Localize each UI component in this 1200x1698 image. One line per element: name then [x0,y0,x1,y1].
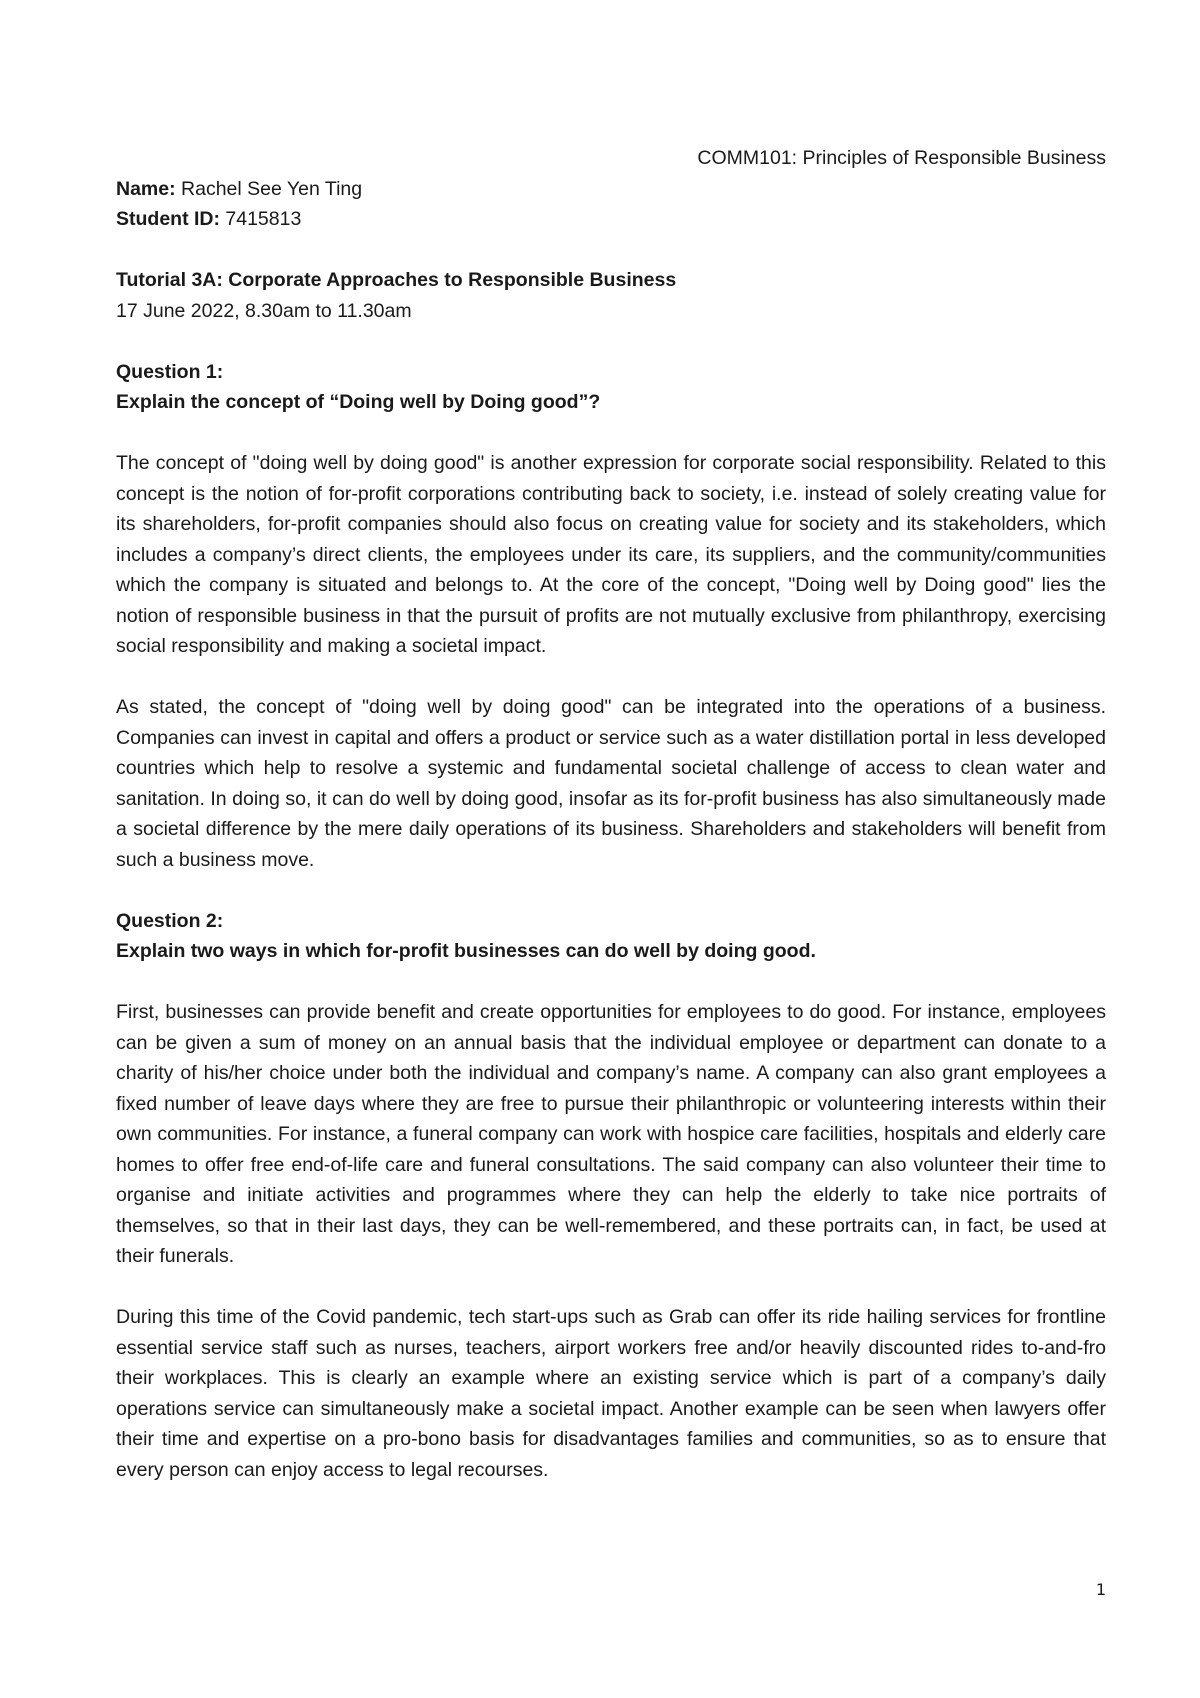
student-name-line [116,174,1106,205]
page-number: 1 [1095,1580,1106,1599]
question-1-prompt: Explain the concept of “Doing well by Doing good”? [116,391,601,413]
question-2-paragraph-2: During this time of the Covid pandemic, tech start-ups such as Grab can offer its ride hailing services for frontline essential service staff such as nurses, teachers, airport workers free and/or heavily discounted rides to-and-fro their workplaces. This is clearly an example where an existing service which is part of a company’s daily operations service can simultaneously make a societal impact. Another example can be seen when lawyers offer their time and expertise on a pro-bono basis for disadvantages families and communities, so as to ensure that every person can enjoy access to legal recourses. [116,1306,1106,1481]
spacer [116,418,1106,449]
tutorial-title: Tutorial 3A: Corporate Approaches to Responsible Business [116,269,677,291]
spacer [116,662,1106,693]
student-name-label: Name: [116,177,176,200]
question-1-paragraph-2: As stated, the concept of "doing well by doing good" can be integrated into the operations of a business. Companies can invest in capital and offers a product or service such as a water distillation portal in less developed countries which help to resolve a systemic and fundamental societal challenge of access to clean water and sanitation. In doing so, it can do well by doing good, insofar as its for-profit business has also simultaneously made a societal difference by the mere daily operations of its business. Shareholders and stakeholders will benefit from such a business move. [116,696,1106,871]
spacer [116,1272,1106,1303]
spacer [116,235,1106,266]
tutorial-datetime: 17 June 2022, 8.30am to 11.30am [116,299,412,322]
student-id-value: 7415813 [219,208,302,230]
course-header: COMM101: Principles of Responsible Business [697,147,1106,169]
question-2-label: Question 2: [116,909,224,932]
student-name-value: Rachel See Yen Ting [175,177,363,200]
question-1-paragraph-1: The concept of "doing well by doing good" is another expression for corporate social responsibility. Related to this concept is the notion of for-profit corporations contributing back to society, i.e. instead of solely creating value for its shareholders, for-profit companies should also focus on creating value for society and its stakeholders, which includes a company’s direct clients, the employees under its care, its suppliers, and the community/communities which the company is situated and belongs to. At the core of the concept, "Doing well by Doing good" lies the notion of responsible business in that the pursuit of profits are not mutually exclusive from philanthropy, exercising social responsibility and making a societal impact. [116,452,1106,657]
spacer [116,326,1106,357]
question-2-paragraph-1: First, businesses can provide benefit and create opportunities for employees to do good. For instance, employees can be given a sum of money on an annual basis that the individual employee or department can donate to a charity of his/her choice under both the individual and company’s name. A company can also grant employees a fixed number of leave days where they are free to pursue their philanthropic or volunteering interests within their own communities. For instance, a funeral company can work with hospice care facilities, hospitals and elderly care homes to offer free end-of-life care and funeral consultations. The said company can also volunteer their time to organise and initiate activities and programmes where they can help the elderly to take nice portraits of themselves, so that in their last days, they can be well-remembered, and these portraits can, in fact, be used at their funerals. [116,1001,1106,1267]
question-2-prompt: Explain two ways in which for-profit businesses can do well by doing good. [116,940,816,962]
document-body [116,143,1106,1485]
student-id-line [116,204,1106,235]
question-1-label: Question 1: [116,360,224,383]
student-id-label: Student ID: [116,208,220,230]
spacer [116,875,1106,906]
spacer [116,967,1106,998]
